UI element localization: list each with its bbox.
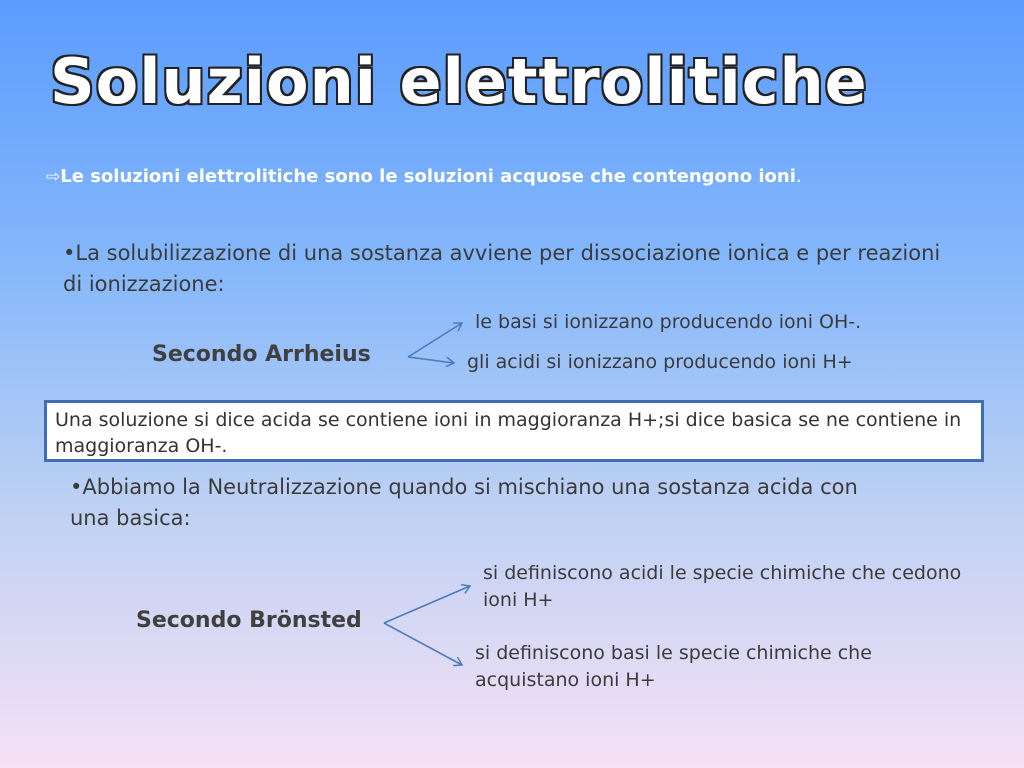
arrow-arrhenius-down-icon (408, 357, 454, 363)
bronsted-bases-text: si definiscono basi le specie chimiche che acquistano ioni H+ (475, 642, 872, 691)
intro-period: . (795, 166, 802, 187)
bronsted-acids-text: si definiscono acidi le specie chimiche che cedono ioni H+ (483, 562, 962, 611)
bullet-solubilization: •La solubilizzazione di una sostanza avviene per dissociazione ionica e per reazioni di ionizzazione: (63, 241, 941, 296)
arrow-right-icon: ⇨ (46, 167, 61, 187)
bullet-neutralization: •Abbiamo la Neutralizzazione quando si mischiano una sostanza acida con una basica: (70, 475, 858, 530)
bronsted-label: Secondo Brönsted (136, 608, 362, 633)
arrow-bronsted-down-icon (384, 623, 462, 665)
slide-title: Soluzioni elettrolitiche (50, 45, 868, 118)
definition-box: Una soluzione si dice acida se contiene ioni in maggioranza H+;si dice basica se ne contiene in maggioranza OH-. (44, 400, 984, 462)
arrhenius-acids-text: gli acidi si ionizzano producendo ioni H+ (467, 351, 853, 373)
arrow-arrhenius-up-icon (408, 323, 462, 357)
intro-text: Le soluzioni elettrolitiche sono le soluzioni acquose che contengono ioni (60, 166, 796, 187)
arrow-bronsted-up-icon (384, 586, 470, 623)
arrhenius-label: Secondo Arrheius (152, 342, 371, 367)
arrhenius-bases-text: le basi si ionizzano producendo ioni OH-. (475, 311, 862, 333)
